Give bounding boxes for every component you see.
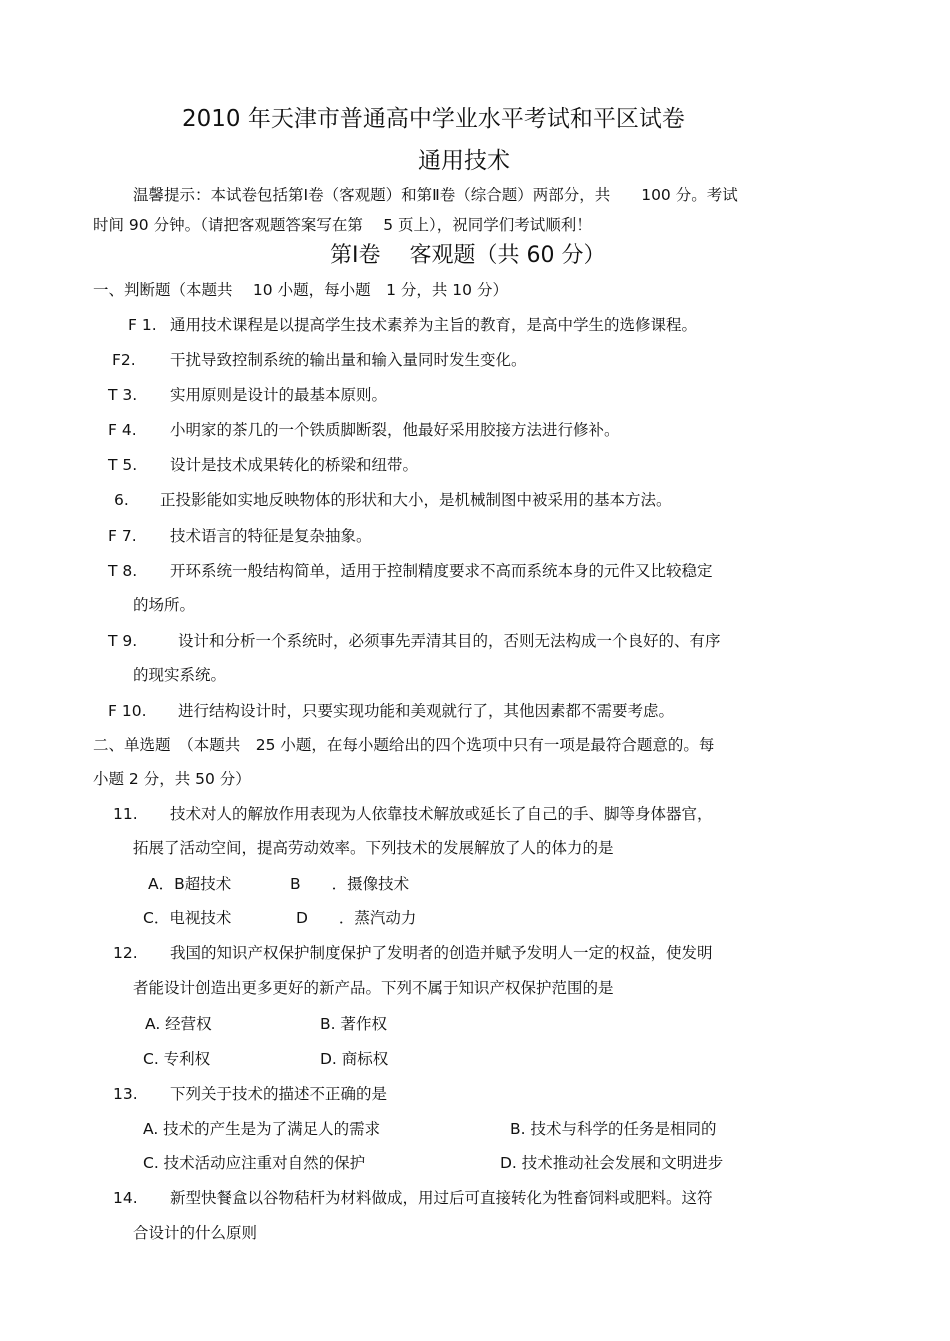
option-b: B. 技术与科学的任务是相同的 [510,1120,717,1138]
question-number: 11. [113,805,138,823]
option-c: C．电视技术 [143,909,232,927]
option-b: B. 著作权 [320,1015,387,1033]
question-text-cont: 者能设计创造出更多更好的新产品。下列不属于知识产权保护范围的是 [133,979,614,997]
option-b: B ．摄像技术 [290,875,410,893]
tf-text: 开环系统一般结构简单，适用于控制精度要求不高而系统本身的元件又比较稳定 [170,562,713,580]
exam-title: 2010 年天津市普通高中学业水平考试和平区试卷 [182,106,685,132]
option-a: A．B超技术 [148,875,232,893]
notice-line-1: 温馨提示：本试卷包括第Ⅰ卷（客观题）和第Ⅱ卷（综合题）两部分，共 100 分。考试 [133,186,738,204]
tf-text: 进行结构设计时，只要实现功能和美观就行了，其他因素都不需要考虑。 [178,702,675,720]
option-c: C. 专利权 [143,1050,211,1068]
tf-mark: T 9. [108,632,138,650]
tf-text: 技术语言的特征是复杂抽象。 [170,527,372,545]
tf-text: 实用原则是设计的最基本原则。 [170,386,388,404]
tf-mark: T 5. [108,456,138,474]
option-d: D. 商标权 [320,1050,389,1068]
tf-mark: F 10. [108,702,147,720]
option-c: C. 技术活动应注重对自然的保护 [143,1154,366,1172]
section-title: 第Ⅰ卷 客观题（共 60 分） [330,243,606,268]
tf-text-cont: 的场所。 [133,596,196,614]
question-text: 技术对人的解放作用表现为人依靠技术解放或延长了自己的手、脚等身体器官， [170,805,713,823]
question-text: 我国的知识产权保护制度保护了发明者的创造并赋予发明人一定的权益，使发明 [170,944,713,962]
tf-text: 小明家的茶几的一个铁质脚断裂，他最好采用胶接方法进行修补。 [170,421,620,439]
tf-mark: T 8. [108,562,138,580]
tf-text: 通用技术课程是以提高学生技术素养为主旨的教育，是高中学生的选修课程。 [170,316,698,334]
option-a: A. 技术的产生是为了满足人的需求 [143,1120,381,1138]
tf-mark: F 7. [108,527,137,545]
question-text-cont: 拓展了活动空间，提高劳动效率。下列技术的发展解放了人的体力的是 [133,839,614,857]
tf-mark: T 3. [108,386,138,404]
tf-text: 干扰导致控制系统的输出量和输入量同时发生变化。 [170,351,527,369]
option-d: D. 技术推动社会发展和文明进步 [500,1154,724,1172]
option-d: D ．蒸汽动力 [296,909,417,927]
question-text: 下列关于技术的描述不正确的是 [170,1085,388,1103]
tf-text: 正投影能如实地反映物体的形状和大小，是机械制图中被采用的基本方法。 [160,491,672,509]
tf-text: 设计是技术成果转化的桥梁和纽带。 [170,456,419,474]
tf-text-cont: 的现实系统。 [133,666,227,684]
question-text-cont: 合设计的什么原则 [133,1224,258,1242]
question-text: 新型快餐盒以谷物秸杆为材料做成，用过后可直接转化为牲畜饲料或肥料。这符 [170,1189,713,1207]
tf-mark: F 4. [108,421,137,439]
part2-header: 二、单选题 （本题共 25 小题，在每小题给出的四个选项中只有一项是最符合题意的。每 [93,736,715,754]
notice-line-2: 时间 90 分钟。（请把客观题答案写在第 5 页上），祝同学们考试顺利！ [93,216,592,234]
option-a: A. 经营权 [145,1015,212,1033]
question-number: 14. [113,1189,138,1207]
question-number: 13. [113,1085,138,1103]
tf-text: 设计和分析一个系统时，必须事先弄清其目的，否则无法构成一个良好的、有序 [178,632,721,650]
question-number: 12. [113,944,138,962]
subject-title: 通用技术 [418,148,510,174]
part1-header: 一、判断题（本题共 10 小题，每小题 1 分，共 10 分） [93,281,508,299]
part2-header-cont: 小题 2 分，共 50 分） [93,770,251,788]
tf-mark: F2. [112,351,136,369]
tf-mark: 6. [114,491,129,509]
tf-mark: F 1. [128,316,157,334]
